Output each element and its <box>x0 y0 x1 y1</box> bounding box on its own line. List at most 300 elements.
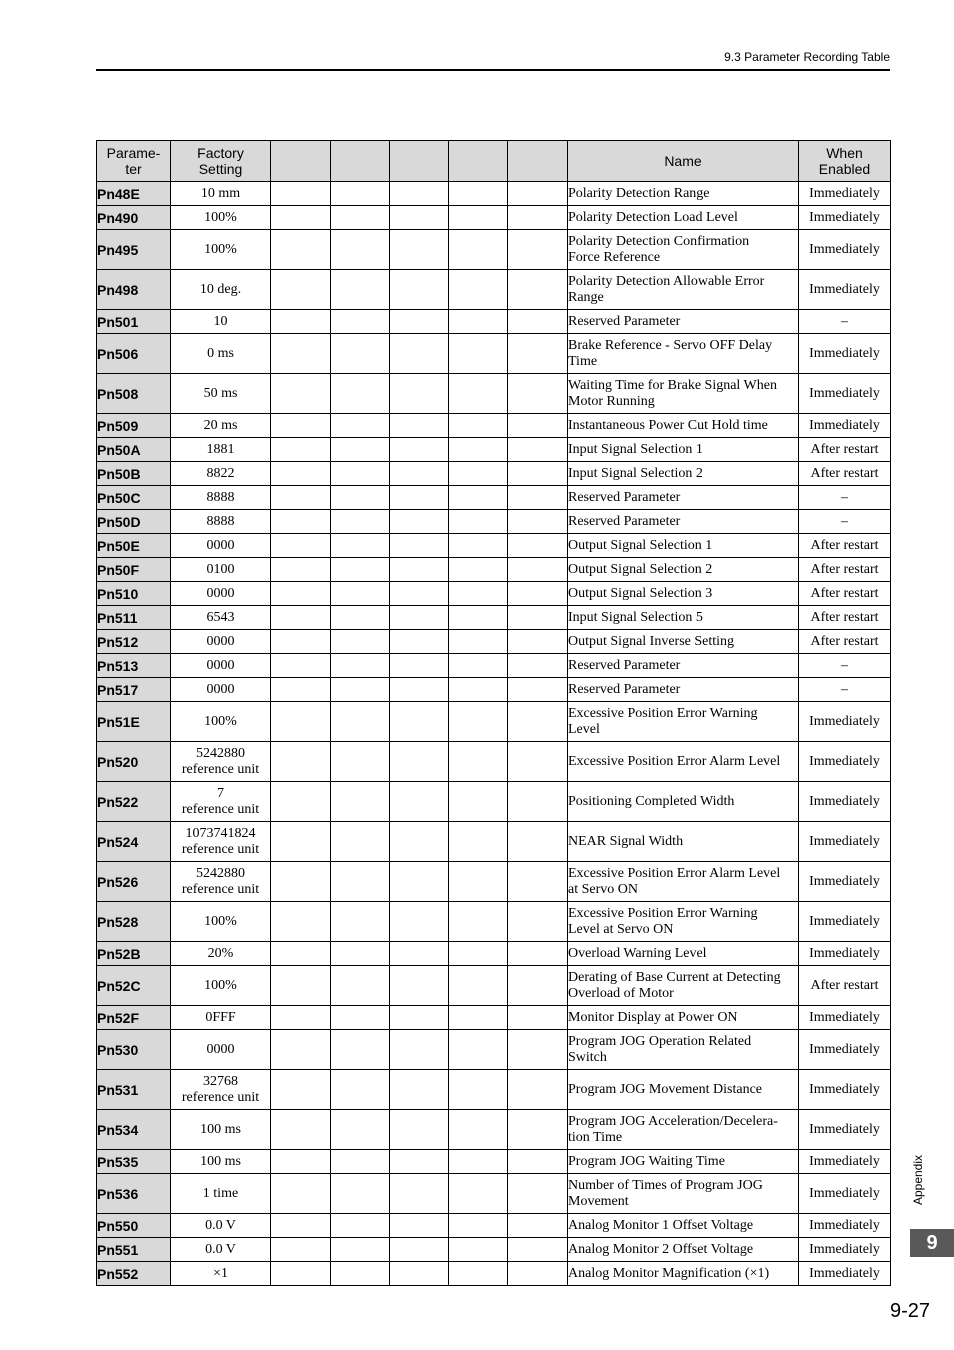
when-enabled-cell: After restart <box>799 558 891 582</box>
recording-cell-4 <box>449 510 508 534</box>
table-row <box>97 1150 891 1174</box>
parameter-name-cell: Reserved Parameter <box>568 310 799 334</box>
parameter-number-cell: Pn551 <box>97 1238 171 1262</box>
recording-cell-3 <box>390 1238 449 1262</box>
recording-cell-3 <box>390 1070 449 1110</box>
parameter-number-cell: Pn50C <box>97 486 171 510</box>
recording-cell-5 <box>508 1070 568 1110</box>
recording-cell-2 <box>331 414 390 438</box>
table-row <box>97 942 891 966</box>
parameter-number-cell: Pn510 <box>97 582 171 606</box>
col-header-blank-5 <box>508 141 568 182</box>
table-row <box>97 678 891 702</box>
factory-setting-cell: 1 time <box>171 1174 271 1214</box>
recording-cell-5 <box>508 486 568 510</box>
when-enabled-cell: Immediately <box>799 1174 891 1214</box>
recording-cell-5 <box>508 966 568 1006</box>
recording-cell-1 <box>271 606 331 630</box>
recording-cell-5 <box>508 534 568 558</box>
recording-cell-2 <box>331 1262 390 1286</box>
recording-cell-2 <box>331 310 390 334</box>
table-row <box>97 270 891 310</box>
recording-cell-1 <box>271 438 331 462</box>
table-row <box>97 510 891 534</box>
col-header-blank-1 <box>271 141 331 182</box>
recording-cell-3 <box>390 310 449 334</box>
parameter-table <box>96 140 891 1286</box>
table-row <box>97 534 891 558</box>
parameter-name-cell: Program JOG Waiting Time <box>568 1150 799 1174</box>
table-row <box>97 1070 891 1110</box>
parameter-number-cell: Pn526 <box>97 862 171 902</box>
parameter-number-cell: Pn50E <box>97 534 171 558</box>
recording-cell-4 <box>449 966 508 1006</box>
col-header-blank-2 <box>331 141 390 182</box>
parameter-number-cell: Pn501 <box>97 310 171 334</box>
parameter-number-cell: Pn534 <box>97 1110 171 1150</box>
recording-cell-3 <box>390 782 449 822</box>
table-row <box>97 654 891 678</box>
recording-cell-4 <box>449 582 508 606</box>
when-enabled-cell: Immediately <box>799 742 891 782</box>
when-enabled-cell: Immediately <box>799 1030 891 1070</box>
recording-cell-5 <box>508 862 568 902</box>
recording-cell-1 <box>271 414 331 438</box>
table-row <box>97 414 891 438</box>
recording-cell-2 <box>331 1238 390 1262</box>
factory-setting-cell: 32768 reference unit <box>171 1070 271 1110</box>
recording-cell-4 <box>449 1070 508 1110</box>
parameter-number-cell: Pn50D <box>97 510 171 534</box>
recording-cell-1 <box>271 1070 331 1110</box>
recording-cell-2 <box>331 182 390 206</box>
recording-cell-5 <box>508 230 568 270</box>
recording-cell-1 <box>271 374 331 414</box>
recording-cell-4 <box>449 486 508 510</box>
parameter-name-cell: Reserved Parameter <box>568 486 799 510</box>
factory-setting-cell: 0.0 V <box>171 1238 271 1262</box>
factory-setting-cell: 0000 <box>171 534 271 558</box>
when-enabled-cell: Immediately <box>799 1110 891 1150</box>
recording-cell-5 <box>508 414 568 438</box>
parameter-name-cell: Analog Monitor Magnification (×1) <box>568 1262 799 1286</box>
recording-cell-4 <box>449 654 508 678</box>
factory-setting-cell: 100 ms <box>171 1150 271 1174</box>
recording-cell-1 <box>271 1238 331 1262</box>
recording-cell-2 <box>331 486 390 510</box>
factory-setting-cell: 100% <box>171 966 271 1006</box>
recording-cell-3 <box>390 966 449 1006</box>
parameter-name-cell: Analog Monitor 1 Offset Voltage <box>568 1214 799 1238</box>
when-enabled-cell: Immediately <box>799 374 891 414</box>
recording-cell-3 <box>390 230 449 270</box>
parameter-name-cell: Output Signal Selection 3 <box>568 582 799 606</box>
parameter-name-cell: Reserved Parameter <box>568 654 799 678</box>
recording-cell-1 <box>271 902 331 942</box>
table-row <box>97 902 891 942</box>
parameter-name-cell: Excessive Position Error Warning Level <box>568 702 799 742</box>
recording-cell-4 <box>449 606 508 630</box>
factory-setting-cell: 0 ms <box>171 334 271 374</box>
recording-cell-1 <box>271 822 331 862</box>
table-row <box>97 462 891 486</box>
factory-setting-cell: 50 ms <box>171 374 271 414</box>
parameter-name-cell: NEAR Signal Width <box>568 822 799 862</box>
recording-cell-4 <box>449 334 508 374</box>
recording-cell-2 <box>331 510 390 534</box>
recording-cell-5 <box>508 1174 568 1214</box>
recording-cell-1 <box>271 1110 331 1150</box>
recording-cell-4 <box>449 438 508 462</box>
col-header-when-text: When Enabled <box>818 145 871 177</box>
recording-cell-3 <box>390 630 449 654</box>
recording-cell-3 <box>390 534 449 558</box>
recording-cell-5 <box>508 606 568 630</box>
recording-cell-2 <box>331 1070 390 1110</box>
parameter-name-cell: Output Signal Selection 2 <box>568 558 799 582</box>
factory-setting-cell: 100 ms <box>171 1110 271 1150</box>
when-enabled-cell: Immediately <box>799 414 891 438</box>
parameter-name-cell: Polarity Detection Confirmation Force Reference <box>568 230 799 270</box>
recording-cell-2 <box>331 942 390 966</box>
factory-setting-cell: 0000 <box>171 1030 271 1070</box>
col-header-factory-setting <box>171 141 271 182</box>
factory-setting-cell: 8888 <box>171 486 271 510</box>
recording-cell-5 <box>508 902 568 942</box>
recording-cell-2 <box>331 966 390 1006</box>
parameter-name-cell: Instantaneous Power Cut Hold time <box>568 414 799 438</box>
recording-cell-1 <box>271 270 331 310</box>
table-row <box>97 558 891 582</box>
parameter-name-cell: Monitor Display at Power ON <box>568 1006 799 1030</box>
recording-cell-5 <box>508 1214 568 1238</box>
parameter-number-cell: Pn517 <box>97 678 171 702</box>
parameter-number-cell: Pn498 <box>97 270 171 310</box>
when-enabled-cell: Immediately <box>799 1262 891 1286</box>
parameter-name-cell: Polarity Detection Load Level <box>568 206 799 230</box>
when-enabled-cell: Immediately <box>799 270 891 310</box>
recording-cell-5 <box>508 630 568 654</box>
recording-cell-3 <box>390 1174 449 1214</box>
factory-setting-cell: 10 deg. <box>171 270 271 310</box>
when-enabled-cell: – <box>799 486 891 510</box>
when-enabled-cell: After restart <box>799 438 891 462</box>
factory-setting-cell: 10 mm <box>171 182 271 206</box>
recording-cell-4 <box>449 206 508 230</box>
table-row <box>97 1006 891 1030</box>
when-enabled-cell: After restart <box>799 606 891 630</box>
parameter-name-cell: Program JOG Acceleration/Decelera- tion Time <box>568 1110 799 1150</box>
recording-cell-3 <box>390 1214 449 1238</box>
recording-cell-5 <box>508 182 568 206</box>
recording-cell-4 <box>449 702 508 742</box>
factory-setting-cell: 0000 <box>171 582 271 606</box>
factory-setting-cell: 100% <box>171 206 271 230</box>
factory-setting-cell: 0000 <box>171 654 271 678</box>
recording-cell-5 <box>508 374 568 414</box>
recording-cell-5 <box>508 1150 568 1174</box>
recording-cell-3 <box>390 606 449 630</box>
recording-cell-2 <box>331 1006 390 1030</box>
when-enabled-cell: – <box>799 654 891 678</box>
factory-setting-cell: 20% <box>171 942 271 966</box>
recording-cell-1 <box>271 1150 331 1174</box>
recording-cell-1 <box>271 1030 331 1070</box>
parameter-number-cell: Pn52B <box>97 942 171 966</box>
header-rule <box>96 69 890 71</box>
when-enabled-cell: Immediately <box>799 182 891 206</box>
when-enabled-cell: Immediately <box>799 1238 891 1262</box>
recording-cell-3 <box>390 702 449 742</box>
recording-cell-4 <box>449 782 508 822</box>
recording-cell-5 <box>508 678 568 702</box>
table-row <box>97 310 891 334</box>
table-row <box>97 182 891 206</box>
appendix-side-label <box>904 1140 932 1220</box>
recording-cell-2 <box>331 862 390 902</box>
parameter-name-cell: Reserved Parameter <box>568 678 799 702</box>
parameter-number-cell: Pn535 <box>97 1150 171 1174</box>
factory-setting-cell: 100% <box>171 230 271 270</box>
parameter-name-cell: Output Signal Selection 1 <box>568 534 799 558</box>
table-row <box>97 782 891 822</box>
recording-cell-5 <box>508 742 568 782</box>
recording-cell-2 <box>331 534 390 558</box>
when-enabled-cell: Immediately <box>799 230 891 270</box>
recording-cell-2 <box>331 1150 390 1174</box>
parameter-number-cell: Pn511 <box>97 606 171 630</box>
recording-cell-1 <box>271 510 331 534</box>
table-row <box>97 438 891 462</box>
recording-cell-4 <box>449 534 508 558</box>
factory-setting-cell: 100% <box>171 702 271 742</box>
recording-cell-3 <box>390 582 449 606</box>
col-header-parameter-text: Parame- ter <box>106 145 161 177</box>
recording-cell-1 <box>271 678 331 702</box>
when-enabled-cell: After restart <box>799 630 891 654</box>
factory-setting-cell: 0.0 V <box>171 1214 271 1238</box>
recording-cell-1 <box>271 206 331 230</box>
recording-cell-4 <box>449 862 508 902</box>
table-row <box>97 1030 891 1070</box>
recording-cell-1 <box>271 654 331 678</box>
recording-cell-4 <box>449 1150 508 1174</box>
recording-cell-3 <box>390 270 449 310</box>
factory-setting-cell: 0000 <box>171 678 271 702</box>
parameter-name-cell: Program JOG Movement Distance <box>568 1070 799 1110</box>
table-row <box>97 1238 891 1262</box>
parameter-number-cell: Pn530 <box>97 1030 171 1070</box>
table-row <box>97 374 891 414</box>
factory-setting-cell: 5242880 reference unit <box>171 742 271 782</box>
recording-cell-2 <box>331 654 390 678</box>
recording-cell-2 <box>331 1214 390 1238</box>
parameter-name-cell: Waiting Time for Brake Signal When Motor Running <box>568 374 799 414</box>
recording-cell-5 <box>508 310 568 334</box>
section-title: 9.3 Parameter Recording Table <box>724 50 890 64</box>
factory-setting-cell: 0000 <box>171 630 271 654</box>
recording-cell-2 <box>331 334 390 374</box>
recording-cell-4 <box>449 230 508 270</box>
recording-cell-2 <box>331 462 390 486</box>
col-header-blank-3 <box>390 141 449 182</box>
recording-cell-3 <box>390 206 449 230</box>
recording-cell-2 <box>331 606 390 630</box>
parameter-name-cell: Program JOG Operation Related Switch <box>568 1030 799 1070</box>
col-header-name-text: Name <box>664 153 702 169</box>
parameter-number-cell: Pn522 <box>97 782 171 822</box>
when-enabled-cell: After restart <box>799 582 891 606</box>
parameter-number-cell: Pn528 <box>97 902 171 942</box>
recording-cell-1 <box>271 630 331 654</box>
recording-cell-5 <box>508 510 568 534</box>
factory-setting-cell: 20 ms <box>171 414 271 438</box>
recording-cell-2 <box>331 902 390 942</box>
table-row <box>97 702 891 742</box>
parameter-number-cell: Pn50F <box>97 558 171 582</box>
factory-setting-cell: 6543 <box>171 606 271 630</box>
parameter-number-cell: Pn509 <box>97 414 171 438</box>
recording-cell-4 <box>449 1238 508 1262</box>
table-row <box>97 1262 891 1286</box>
table-row <box>97 742 891 782</box>
recording-cell-5 <box>508 558 568 582</box>
parameter-name-cell: Analog Monitor 2 Offset Voltage <box>568 1238 799 1262</box>
recording-cell-3 <box>390 414 449 438</box>
parameter-name-cell: Overload Warning Level <box>568 942 799 966</box>
parameter-name-cell: Positioning Completed Width <box>568 782 799 822</box>
recording-cell-1 <box>271 534 331 558</box>
parameter-number-cell: Pn50A <box>97 438 171 462</box>
recording-cell-2 <box>331 582 390 606</box>
recording-cell-1 <box>271 334 331 374</box>
recording-cell-5 <box>508 822 568 862</box>
recording-cell-4 <box>449 1006 508 1030</box>
parameter-number-cell: Pn506 <box>97 334 171 374</box>
when-enabled-cell: After restart <box>799 534 891 558</box>
parameter-number-cell: Pn531 <box>97 1070 171 1110</box>
recording-cell-4 <box>449 270 508 310</box>
table-row <box>97 1110 891 1150</box>
when-enabled-cell: After restart <box>799 966 891 1006</box>
recording-cell-5 <box>508 582 568 606</box>
when-enabled-cell: Immediately <box>799 1214 891 1238</box>
recording-cell-2 <box>331 270 390 310</box>
recording-cell-2 <box>331 1030 390 1070</box>
factory-setting-cell: 5242880 reference unit <box>171 862 271 902</box>
factory-setting-cell: 10 <box>171 310 271 334</box>
recording-cell-1 <box>271 230 331 270</box>
recording-cell-5 <box>508 438 568 462</box>
recording-cell-1 <box>271 782 331 822</box>
recording-cell-1 <box>271 1006 331 1030</box>
recording-cell-3 <box>390 902 449 942</box>
recording-cell-1 <box>271 462 331 486</box>
recording-cell-4 <box>449 1030 508 1070</box>
recording-cell-2 <box>331 782 390 822</box>
recording-cell-2 <box>331 742 390 782</box>
table-row <box>97 822 891 862</box>
table-row <box>97 334 891 374</box>
recording-cell-5 <box>508 1110 568 1150</box>
parameter-number-cell: Pn513 <box>97 654 171 678</box>
recording-cell-3 <box>390 182 449 206</box>
table-row <box>97 206 891 230</box>
parameter-name-cell: Derating of Base Current at Detecting Overload of Motor <box>568 966 799 1006</box>
factory-setting-cell: 100% <box>171 902 271 942</box>
recording-cell-4 <box>449 1110 508 1150</box>
recording-cell-1 <box>271 966 331 1006</box>
recording-cell-3 <box>390 942 449 966</box>
parameter-number-cell: Pn495 <box>97 230 171 270</box>
recording-cell-3 <box>390 742 449 782</box>
col-header-parameter <box>97 141 171 182</box>
recording-cell-3 <box>390 1110 449 1150</box>
recording-cell-4 <box>449 742 508 782</box>
recording-cell-2 <box>331 630 390 654</box>
recording-cell-5 <box>508 334 568 374</box>
recording-cell-4 <box>449 902 508 942</box>
table-row <box>97 486 891 510</box>
recording-cell-5 <box>508 942 568 966</box>
when-enabled-cell: Immediately <box>799 942 891 966</box>
recording-cell-3 <box>390 462 449 486</box>
when-enabled-cell: Immediately <box>799 782 891 822</box>
recording-cell-5 <box>508 270 568 310</box>
parameter-name-cell: Input Signal Selection 1 <box>568 438 799 462</box>
recording-cell-2 <box>331 702 390 742</box>
parameter-number-cell: Pn52C <box>97 966 171 1006</box>
table-row <box>97 582 891 606</box>
parameter-number-cell: Pn490 <box>97 206 171 230</box>
recording-cell-3 <box>390 334 449 374</box>
parameter-number-cell: Pn52F <box>97 1006 171 1030</box>
when-enabled-cell: Immediately <box>799 1006 891 1030</box>
recording-cell-4 <box>449 1174 508 1214</box>
recording-cell-1 <box>271 182 331 206</box>
recording-cell-5 <box>508 1030 568 1070</box>
when-enabled-cell: Immediately <box>799 902 891 942</box>
recording-cell-3 <box>390 1030 449 1070</box>
parameter-number-cell: Pn512 <box>97 630 171 654</box>
when-enabled-cell: – <box>799 310 891 334</box>
recording-cell-2 <box>331 230 390 270</box>
table-row <box>97 630 891 654</box>
col-header-name <box>568 141 799 182</box>
recording-cell-2 <box>331 1110 390 1150</box>
factory-setting-cell: 8888 <box>171 510 271 534</box>
factory-setting-cell: 7 reference unit <box>171 782 271 822</box>
when-enabled-cell: Immediately <box>799 702 891 742</box>
recording-cell-1 <box>271 1174 331 1214</box>
factory-setting-cell: 1881 <box>171 438 271 462</box>
recording-cell-4 <box>449 310 508 334</box>
recording-cell-5 <box>508 1238 568 1262</box>
recording-cell-3 <box>390 510 449 534</box>
recording-cell-5 <box>508 206 568 230</box>
parameter-name-cell: Reserved Parameter <box>568 510 799 534</box>
recording-cell-1 <box>271 582 331 606</box>
recording-cell-4 <box>449 374 508 414</box>
when-enabled-cell: After restart <box>799 462 891 486</box>
recording-cell-3 <box>390 822 449 862</box>
recording-cell-5 <box>508 782 568 822</box>
recording-cell-3 <box>390 862 449 902</box>
recording-cell-1 <box>271 1262 331 1286</box>
col-header-when-enabled <box>799 141 891 182</box>
parameter-number-cell: Pn508 <box>97 374 171 414</box>
parameter-number-cell: Pn550 <box>97 1214 171 1238</box>
